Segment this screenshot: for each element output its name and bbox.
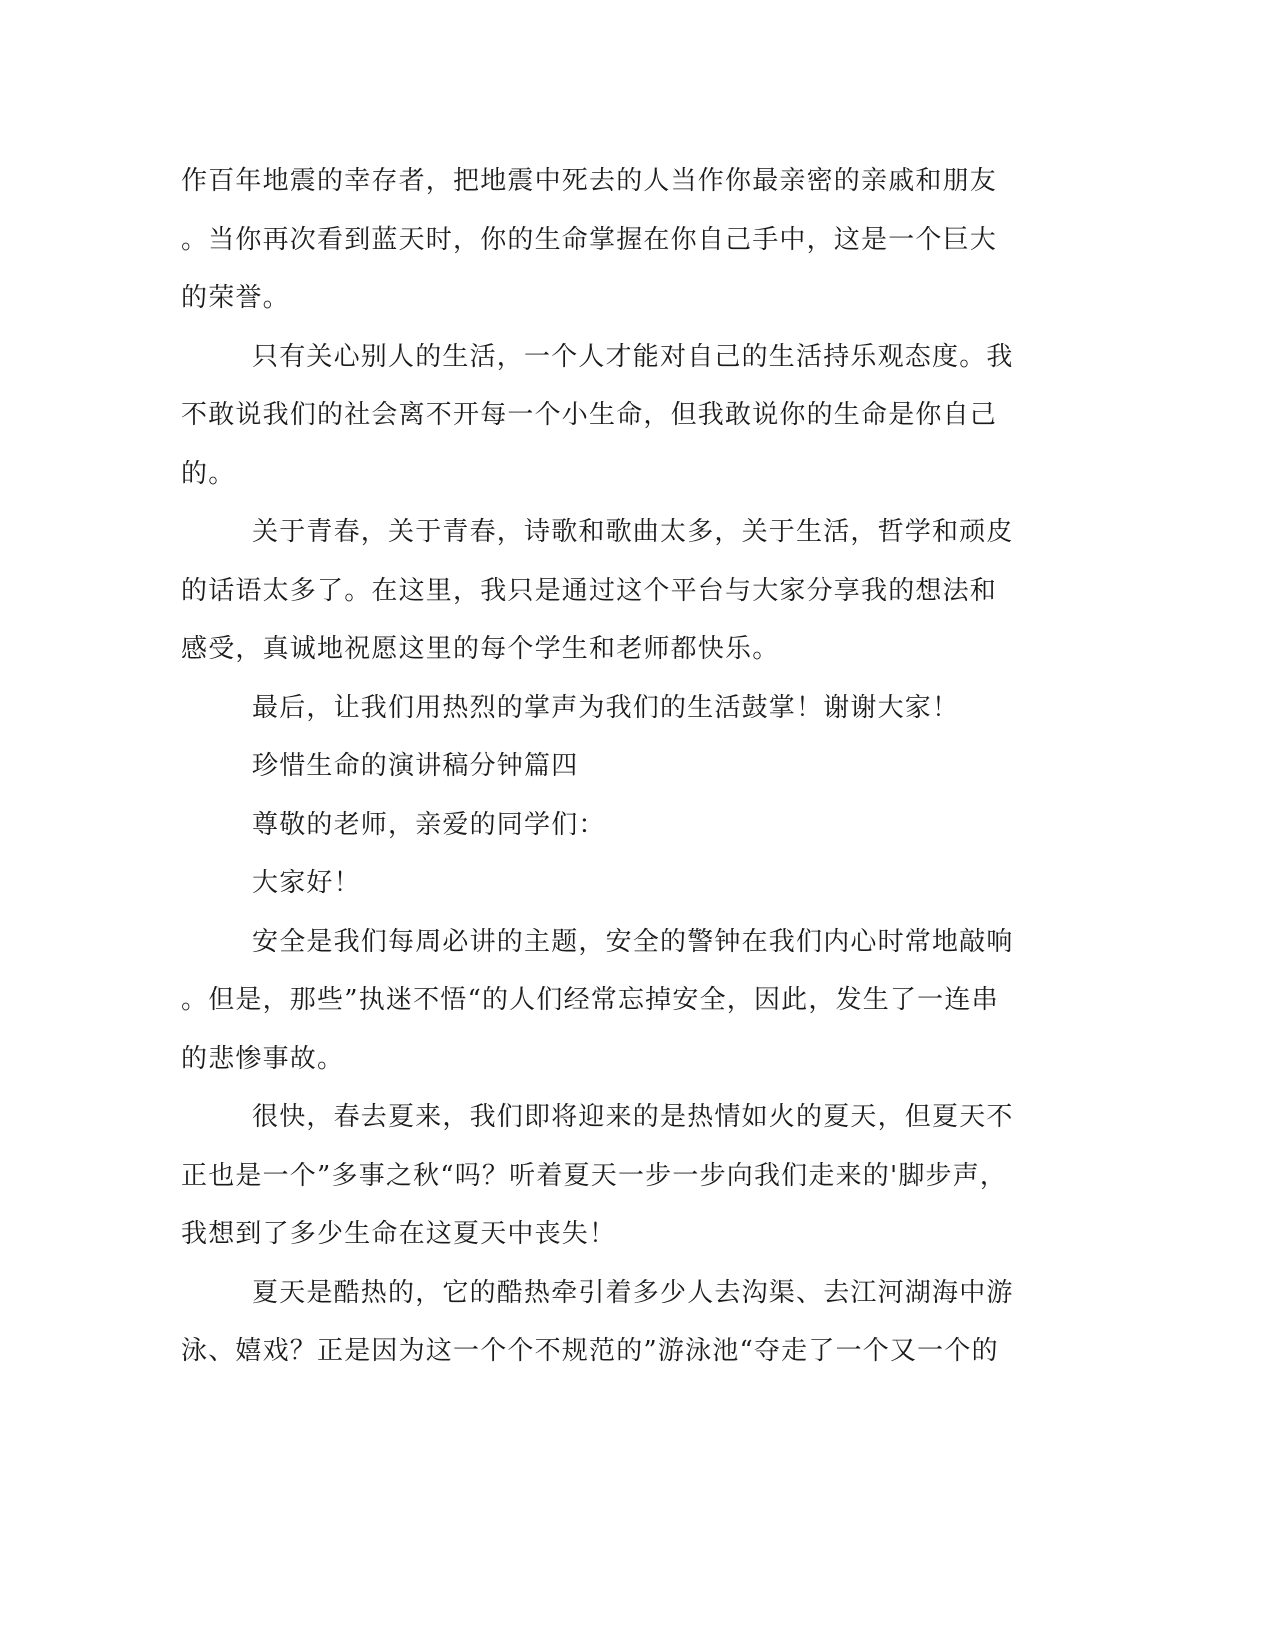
salutation: 尊敬的老师，亲爱的同学们：	[252, 809, 606, 840]
text-line: 。但是，那些”执迷不悟“的人们经常忘掉安全，因此，发生了一连串	[181, 985, 999, 1015]
text-line: 的荣誉。	[181, 283, 290, 313]
document-body	[181, 152, 1041, 1381]
greeting: 大家好！	[252, 868, 361, 898]
section-heading: 珍惜生命的演讲稿分钟篇四	[252, 751, 579, 781]
text-line: 泳、嬉戏？正是因为这一个个不规范的”游泳池“夺走了一个又一个的	[181, 1336, 999, 1366]
text-line: 的话语太多了。在这里，我只是通过这个平台与大家分享我的想法和	[181, 575, 998, 606]
paragraph-start-line: 关于青春，关于青春，诗歌和歌曲太多，关于生活，哲学和顽皮	[252, 517, 1014, 547]
text-line: 作百年地震的幸存者，把地震中死去的人当作你最亲密的亲戚和朋友	[181, 166, 998, 196]
paragraph-start-line: 安全是我们每周必讲的主题，安全的警钟在我们内心时常地敲响	[252, 926, 1014, 957]
text-line: 的悲惨事故。	[181, 1043, 345, 1074]
text-line: 正也是一个”多事之秋“吗？听着夏天一步一步向我们走来的'脚步声，	[181, 1160, 1008, 1191]
paragraph-start-line: 夏天是酷热的，它的酷热牵引着多少人去沟渠、去江河湖海中游	[252, 1277, 1014, 1308]
text-line: 感受，真诚地祝愿这里的每个学生和老师都快乐。	[181, 634, 780, 664]
text-line: 我想到了多少生命在这夏天中丧失！	[181, 1219, 617, 1249]
text-line: 。当你再次看到蓝天时，你的生命掌握在你自己手中，这是一个巨大	[181, 224, 998, 255]
closing-line: 最后，让我们用热烈的掌声为我们的生活鼓掌！谢谢大家！	[252, 692, 960, 723]
text-line: 的。	[181, 458, 236, 489]
text-line: 不敢说我们的社会离不开每一个小生命，但我敢说你的生命是你自己	[181, 400, 998, 430]
paragraph-start-line: 很快，春去夏来，我们即将迎来的是热情如火的夏天，但夏天不	[252, 1102, 1014, 1132]
paragraph-start-line: 只有关心别人的生活，一个人才能对自己的生活持乐观态度。我	[252, 341, 1014, 372]
